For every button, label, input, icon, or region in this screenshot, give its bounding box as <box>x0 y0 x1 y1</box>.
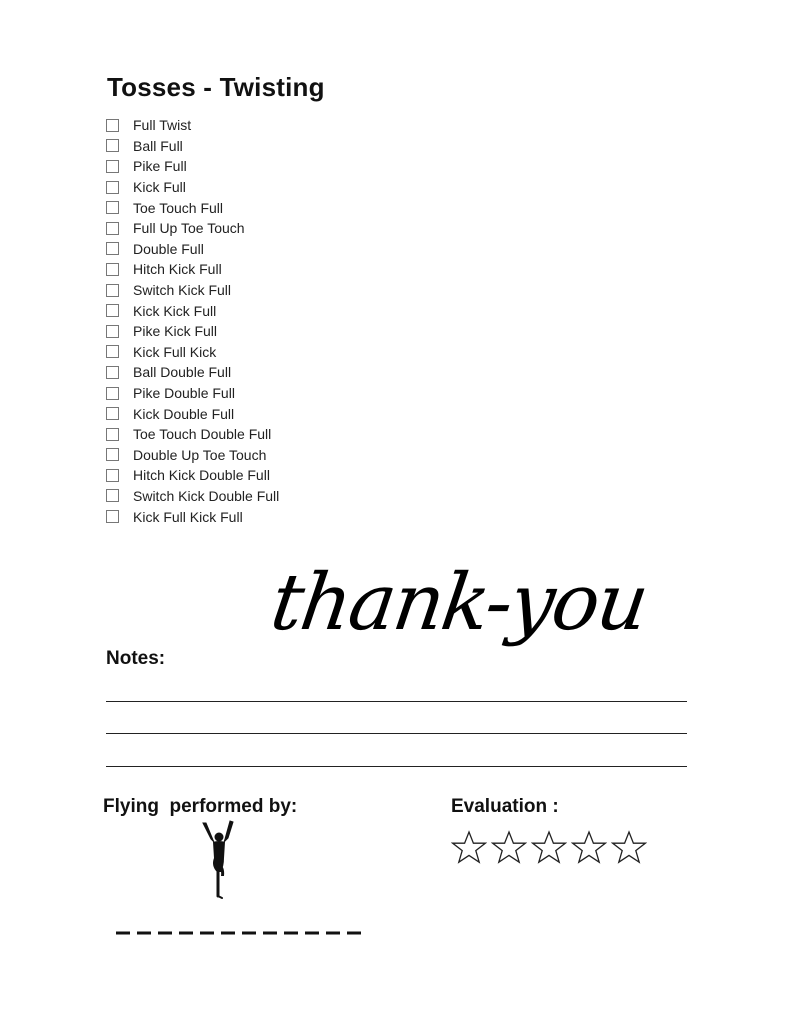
notes-line-3[interactable] <box>106 766 687 767</box>
checklist-item-label: Pike Kick Full <box>133 323 218 340</box>
signature-line[interactable] <box>116 926 364 936</box>
checklist-item <box>106 177 279 198</box>
checkbox[interactable] <box>106 510 119 523</box>
notes-line-1[interactable] <box>106 701 687 702</box>
checkbox[interactable] <box>106 448 119 461</box>
checklist-item-label: Kick Full <box>133 179 186 196</box>
checklist-item-label: Hitch Kick Double Full <box>133 467 270 484</box>
checklist-item-label: Pike Double Full <box>133 385 235 402</box>
performed-by-label: Flying performed by: <box>103 796 298 817</box>
checkbox[interactable] <box>106 201 119 214</box>
checklist-item <box>106 383 279 404</box>
checkbox[interactable] <box>106 469 119 482</box>
checklist-item <box>106 445 279 466</box>
checklist-item <box>106 424 279 445</box>
checklist-item-label: Full Twist <box>133 117 192 134</box>
checklist-item-label: Double Full <box>133 240 204 257</box>
checklist-item-label: Kick Full Kick <box>133 343 217 360</box>
thank-you-text: thank-you <box>265 558 653 648</box>
checklist-item-label: Switch Kick Full <box>133 282 232 299</box>
star-outline-icon[interactable] <box>451 830 487 866</box>
checklist-item <box>106 403 279 424</box>
star-outline-icon[interactable] <box>491 830 527 866</box>
checklist-item-label: Full Up Toe Touch <box>133 220 245 237</box>
checklist-item-label: Toe Touch Double Full <box>133 426 272 443</box>
checkbox[interactable] <box>106 489 119 502</box>
checkbox[interactable] <box>106 284 119 297</box>
checklist-item <box>106 300 279 321</box>
skill-checklist <box>106 115 279 527</box>
checklist-item-label: Kick Double Full <box>133 405 235 422</box>
star-rating <box>451 830 647 866</box>
star-outline-icon[interactable] <box>531 830 567 866</box>
checkbox[interactable] <box>106 387 119 400</box>
checkbox[interactable] <box>106 119 119 132</box>
checklist-item <box>106 136 279 157</box>
checklist-item-label: Kick Kick Full <box>133 302 217 319</box>
checklist-item <box>106 156 279 177</box>
checklist-item <box>106 486 279 507</box>
checklist-item-label: Ball Full <box>133 137 183 154</box>
checklist-item-label: Toe Touch Full <box>133 199 224 216</box>
checklist-item-label: Pike Full <box>133 158 187 175</box>
thank-you-script <box>265 540 672 680</box>
checklist-item-label: Switch Kick Double Full <box>133 487 280 504</box>
checklist-item <box>106 239 279 260</box>
evaluation-label: Evaluation : <box>451 796 559 817</box>
checkbox[interactable] <box>106 345 119 358</box>
checklist-item-label: Ball Double Full <box>133 364 232 381</box>
checkbox[interactable] <box>106 366 119 379</box>
checkbox[interactable] <box>106 407 119 420</box>
checkbox[interactable] <box>106 139 119 152</box>
checklist-item <box>106 218 279 239</box>
checkbox[interactable] <box>106 325 119 338</box>
checklist-item <box>106 280 279 301</box>
star-outline-icon[interactable] <box>571 830 607 866</box>
checklist-item <box>106 506 279 527</box>
checkbox[interactable] <box>106 160 119 173</box>
checklist-item <box>106 197 279 218</box>
checklist-item <box>106 115 279 136</box>
checkbox[interactable] <box>106 242 119 255</box>
checklist-item <box>106 362 279 383</box>
checkbox[interactable] <box>106 428 119 441</box>
checklist-item-label: Kick Full Kick Full <box>133 508 243 525</box>
checklist-item-label: Double Up Toe Touch <box>133 446 267 463</box>
checkbox[interactable] <box>106 181 119 194</box>
checkbox[interactable] <box>106 304 119 317</box>
star-outline-icon[interactable] <box>611 830 647 866</box>
checklist-item <box>106 321 279 342</box>
checklist-item-label: Hitch Kick Full <box>133 261 222 278</box>
checkbox[interactable] <box>106 222 119 235</box>
notes-label: Notes: <box>106 648 166 669</box>
section-title: Tosses - Twisting <box>107 72 325 102</box>
notes-line-2[interactable] <box>106 733 687 734</box>
checkbox[interactable] <box>106 263 119 276</box>
checklist-item <box>106 465 279 486</box>
cheer-flyer-silhouette-icon <box>199 820 239 900</box>
checklist-item <box>106 342 279 363</box>
checklist-item <box>106 259 279 280</box>
